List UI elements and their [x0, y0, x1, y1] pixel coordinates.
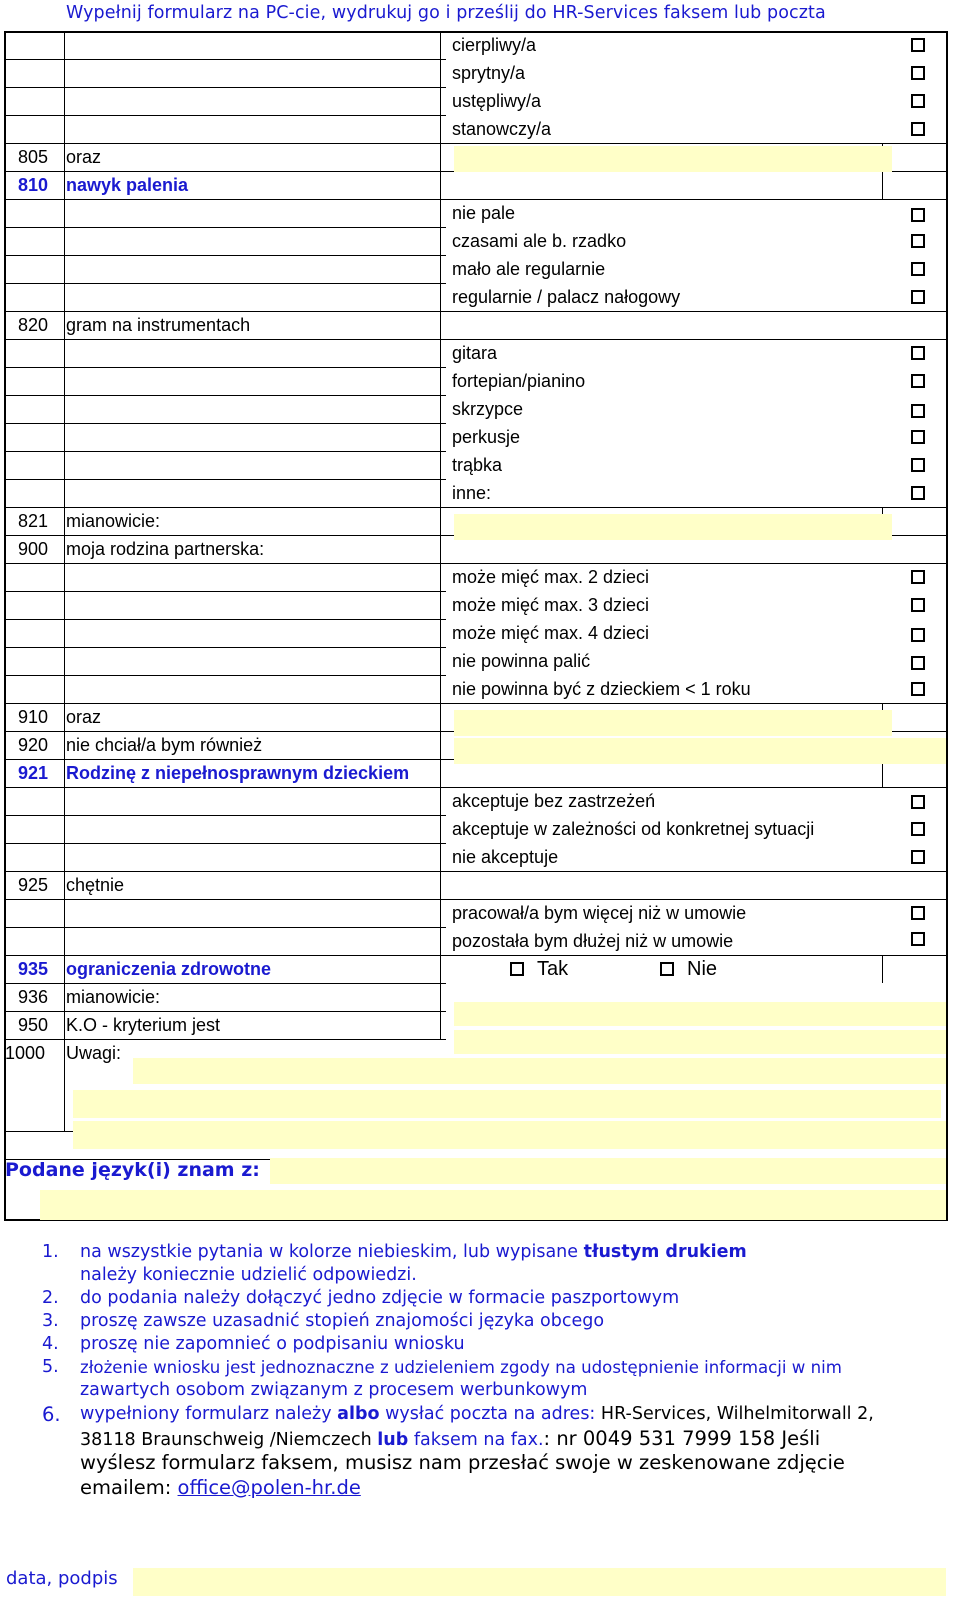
row-number: 810	[18, 175, 49, 195]
uwagi-input-line2[interactable]	[73, 1090, 941, 1118]
option-wiecej-niz-w-umowie: pracował/a bym więcej niż w umowie	[452, 903, 747, 923]
note-1-cont: należy koniecznie udzielić odpowiedzi.	[80, 1265, 417, 1285]
email-link[interactable]: office@polen-hr.de	[177, 1476, 361, 1499]
row-number: 900	[18, 539, 49, 559]
row-label: ograniczenia zdrowotne	[66, 959, 272, 979]
option-max-3-dzieci: może mięć max. 3 dzieci	[452, 595, 650, 615]
option-max-4-dzieci: może mięć max. 4 dzieci	[452, 623, 650, 643]
row-label: mianowicie:	[66, 511, 161, 531]
note-1: 1. na wszystkie pytania w kolorze niebieskim, lub wypisane tłustym drukiem	[42, 1242, 747, 1262]
option-inne: inne:	[452, 483, 492, 503]
ko-criterion-input[interactable]	[454, 1030, 946, 1054]
checkbox[interactable]	[911, 822, 925, 836]
option-czasami: czasami ale b. rzadko	[452, 231, 627, 251]
option-perkusje: perkusje	[452, 427, 521, 447]
tak-checkbox[interactable]	[510, 962, 524, 976]
checkbox[interactable]	[911, 906, 925, 920]
row-label: gram na instrumentach	[66, 315, 251, 335]
row-label: K.O - kryterium jest	[66, 1015, 221, 1035]
option-akceptuje: akceptuje bez zastrzeżeń	[452, 791, 656, 811]
checkbox[interactable]	[911, 404, 925, 418]
row-number: 921	[18, 763, 49, 783]
option-sprytny: sprytny/a	[452, 63, 526, 83]
option-akceptuje-zaleznie: akceptuje w zależności od konkretnej sytuacji	[452, 819, 815, 839]
checkbox[interactable]	[911, 208, 925, 222]
checkbox[interactable]	[911, 346, 925, 360]
option-nie-palic: nie powinna palić	[452, 651, 591, 671]
checkbox[interactable]	[911, 628, 925, 642]
signature-label: data, podpis	[6, 1568, 118, 1589]
checkbox[interactable]	[911, 486, 925, 500]
note-5: 5. złożenie wniosku jest jednoznaczne z udzieleniem zgody na udostępnienie informacji w nim	[42, 1357, 842, 1377]
checkbox[interactable]	[911, 94, 925, 108]
checkbox[interactable]	[911, 122, 925, 136]
option-nie-z-dzieckiem: nie powinna być z dzieckiem < 1 roku	[452, 679, 751, 699]
row-number: 1000	[5, 1043, 46, 1063]
row-number: 920	[18, 735, 49, 755]
row-number: 821	[18, 511, 49, 531]
checkbox[interactable]	[911, 850, 925, 864]
row-label: moja rodzina partnerska:	[66, 539, 265, 559]
row-label: Uwagi:	[66, 1043, 122, 1063]
oraz-input[interactable]	[454, 146, 892, 172]
option-stanowczy: stanowczy/a	[452, 119, 552, 139]
languages-label: Podane język(i) znam z:	[5, 1159, 260, 1181]
option-cierpliwy: cierpliwy/a	[452, 35, 537, 55]
tak-label: Tak	[537, 958, 569, 980]
nie-label: Nie	[687, 958, 718, 980]
row-number: 805	[18, 147, 49, 167]
health-details-input[interactable]	[454, 1002, 946, 1026]
note-6-line2: 38118 Braunschweig /Niemczech lub faksem na fax.: nr 0049 531 7999 158 Jeśli	[80, 1427, 821, 1450]
row-number: 925	[18, 875, 49, 895]
checkbox[interactable]	[911, 932, 925, 946]
note-5-cont: zawartych osobom związanym z procesem werbunkowym	[80, 1380, 588, 1400]
row-label: nie chciał/a bym również	[66, 735, 263, 755]
option-skrzypce: skrzypce	[452, 399, 524, 419]
option-gitara: gitara	[452, 343, 498, 363]
option-nie-pale: nie pale	[452, 203, 516, 223]
form-instruction-header: Wypełnij formularz na PC-cie, wydrukuj go i prześlij do HR-Services faksem lub poczta	[66, 3, 826, 23]
row-label: oraz	[66, 707, 102, 727]
row-label: oraz	[66, 147, 102, 167]
uwagi-input-line3[interactable]	[73, 1121, 946, 1149]
checkbox[interactable]	[911, 262, 925, 276]
languages-input-line2[interactable]	[40, 1190, 946, 1220]
row-number: 820	[18, 315, 49, 335]
row-label: nawyk palenia	[66, 175, 189, 195]
note-6-line4: emailem: office@polen-hr.de	[80, 1476, 361, 1499]
option-max-2-dzieci: może mięć max. 2 dzieci	[452, 567, 650, 587]
checkbox[interactable]	[911, 656, 925, 670]
row-label: Rodzinę z niepełnosprawnym dzieckiem	[66, 763, 410, 783]
checkbox[interactable]	[911, 234, 925, 248]
option-regularnie: regularnie / palacz nałogowy	[452, 287, 681, 307]
note-4: 4. proszę nie zapomnieć o podpisaniu wniosku	[42, 1334, 465, 1354]
note-6-line3: wyślesz formularz faksem, musisz nam przesłać swoje w zeskenowane zdjęcie	[80, 1451, 845, 1474]
signature-input[interactable]	[133, 1568, 946, 1596]
checkbox[interactable]	[911, 430, 925, 444]
checkbox[interactable]	[911, 458, 925, 472]
row-number: 910	[18, 707, 49, 727]
option-ustepliwy: ustępliwy/a	[452, 91, 542, 111]
languages-input[interactable]	[270, 1158, 946, 1184]
checkbox[interactable]	[911, 38, 925, 52]
option-dluzej-niz-w-umowie: pozostała bym dłużej niż w umowie	[452, 931, 734, 951]
inne-instrument-input[interactable]	[454, 514, 892, 540]
family-oraz-input[interactable]	[454, 710, 892, 736]
checkbox[interactable]	[911, 374, 925, 388]
checkbox[interactable]	[911, 795, 925, 809]
note-3: 3. proszę zawsze uzasadnić stopień znajomości języka obcego	[42, 1311, 605, 1331]
row-number: 950	[18, 1015, 49, 1035]
option-trabka: trąbka	[452, 455, 503, 475]
note-6: 6. wypełniony formularz należy albo wysłać poczta na adres: HR-Services, Wilhelmitorwall 2,	[42, 1403, 874, 1426]
option-fortepian: fortepian/pianino	[452, 371, 586, 391]
checkbox[interactable]	[911, 682, 925, 696]
checkbox[interactable]	[911, 66, 925, 80]
note-2: 2. do podania należy dołączyć jedno zdjęcie w formacie paszportowym	[42, 1288, 680, 1308]
nie-checkbox[interactable]	[660, 962, 674, 976]
checkbox[interactable]	[911, 598, 925, 612]
checkbox[interactable]	[911, 570, 925, 584]
row-number: 936	[18, 987, 49, 1007]
uwagi-input-line1[interactable]	[133, 1058, 946, 1084]
option-malo: mało ale regularnie	[452, 259, 606, 279]
checkbox[interactable]	[911, 290, 925, 304]
row-number: 935	[18, 959, 49, 979]
row-label: mianowicie:	[66, 987, 161, 1007]
row-label: chętnie	[66, 875, 125, 895]
nie-chcialbym-input[interactable]	[454, 738, 946, 764]
option-nie-akceptuje: nie akceptuje	[452, 847, 559, 867]
